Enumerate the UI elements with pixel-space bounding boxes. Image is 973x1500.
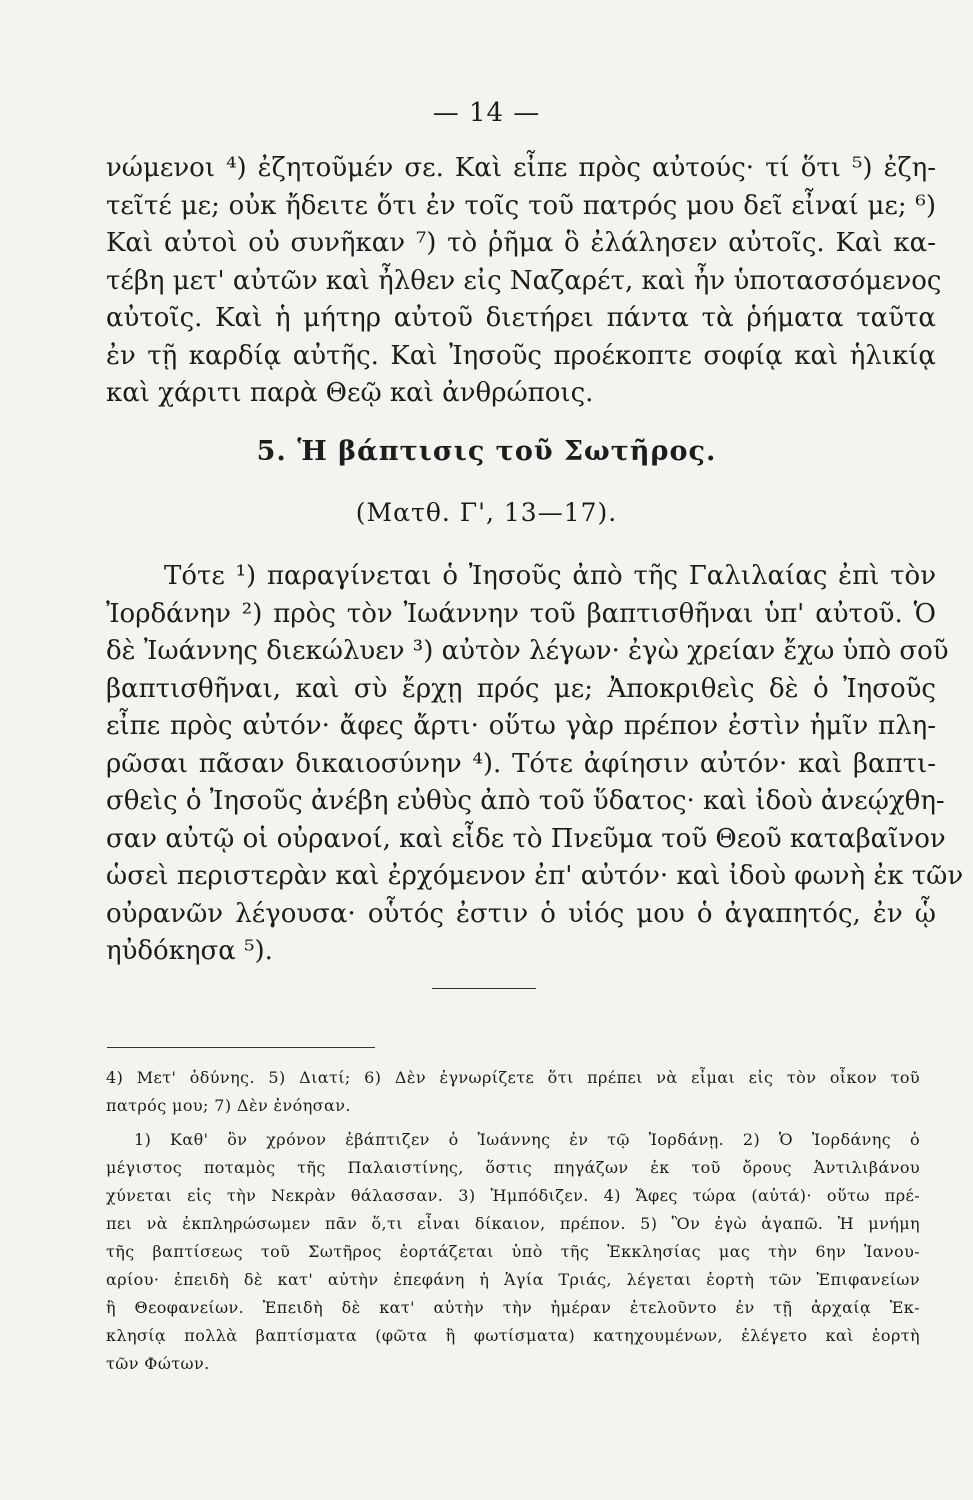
footnote-block-1	[106, 1064, 920, 1120]
footnote-line: 4) Μετ' ὀδύνης. 5) Διατί; 6) Δὲν ἐγνωρίζετε ὅτι πρέπει νὰ εἶμαι εἰς τὸν οἶκον τοῦ	[106, 1068, 920, 1087]
text-line: ὡσεὶ περιστερὰν καὶ ἐρχόμενον ἐπ' αὐτόν· καὶ ἰδοὺ φωνὴ ἐκ τῶν	[106, 861, 964, 891]
text-line: Ἰορδάνην ²) πρὸς τὸν Ἰωάννην τοῦ βαπτισθῆναι ὑπ' αὐτοῦ. Ὁ	[106, 598, 936, 629]
text-line: βαπτισθῆναι, καὶ σὺ ἔρχῃ πρός με; Ἀποκριθεὶς δὲ ὁ Ἰησοῦς	[106, 673, 936, 704]
text-line: σθεὶς ὁ Ἰησοῦς ἀνέβη εὐθὺς ἀπὸ τοῦ ὕδατος· καὶ ἰδοὺ ἀνεῴχθη-	[106, 786, 945, 816]
footnote-line: τῶν Φώτων.	[106, 1354, 210, 1373]
footnote-line: πατρός μου; 7) Δὲν ἐνόησαν.	[106, 1096, 351, 1115]
footnote-line: 1) Καθ' ὃν χρόνον ἐβάπτιζεν ὁ Ἰωάννης ἐν τῷ Ἰορδάνῃ. 2) Ὁ Ἰορδάνης ὁ	[134, 1130, 920, 1149]
section-divider	[432, 988, 536, 989]
footnote-line: αρίου· ἐπειδὴ δὲ κατ' αὐτὴν ἐπεφάνη ἡ Ἁγία Τριάς, λέγεται ἑορτὴ τῶν Ἐπιφανείων	[106, 1270, 920, 1289]
text-line: καὶ χάριτι παρὰ Θεῷ καὶ ἀνθρώποις.	[106, 378, 594, 408]
text-line: ρῶσαι πᾶσαν δικαιοσύνην ⁴). Τότε ἀφίησιν αὐτόν· καὶ βαπτι-	[106, 748, 936, 779]
text-line: τέβη μετ' αὐτῶν καὶ ἦλθεν εἰς Ναζαρέτ, καὶ ἦν ὑποτασσόμενος	[106, 265, 942, 296]
text-line: Καὶ αὐτοὶ οὐ συνῆκαν ⁷) τὸ ῥῆμα ὃ ἐλάλησεν αὐτοῖς. Καὶ κα-	[106, 228, 936, 258]
text-line: νώμενοι ⁴) ἐζητοῦμέν σε. Καὶ εἶπε πρὸς αὐτούς· τί ὅτι ⁵) ἐζη-	[106, 153, 936, 183]
paragraph-luke-continuation	[106, 150, 942, 413]
text-line: Τότε ¹) παραγίνεται ὁ Ἰησοῦς ἀπὸ τῆς Γαλιλαίας ἐπὶ τὸν	[164, 561, 936, 591]
text-line: ἐν τῇ καρδίᾳ αὐτῆς. Καὶ Ἰησοῦς προέκοπτε σοφίᾳ καὶ ἡλικίᾳ	[106, 340, 936, 371]
text-line: εἶπε πρὸς αὐτόν· ἄφες ἄρτι· οὕτω γὰρ πρέπον ἐστὶν ἡμῖν πλη-	[106, 711, 936, 741]
footnote-line: ἢ Θεοφανείων. Ἐπειδὴ δὲ κατ' αὐτὴν τὴν ἡμέραν ἐτελοῦντο ἐν τῇ ἀρχαίᾳ Ἐκ-	[106, 1298, 920, 1317]
footnote-block-2	[106, 1126, 920, 1378]
footnotes	[106, 1064, 920, 1378]
scripture-citation: (Ματθ. Γ', 13—17).	[355, 498, 618, 527]
footnote-line: πει νὰ ἐκπληρώσωμεν πᾶν ὅ,τι εἶναι δίκαιον, πρέπον. 5) Ὃν ἐγὼ ἀγαπῶ. Ἡ μνήμη	[106, 1214, 920, 1233]
paragraph-baptism	[106, 558, 964, 971]
footnote-line: τῆς βαπτίσεως τοῦ Σωτῆρος ἑορτάζεται ὑπὸ τῆς Ἐκκλησίας μας τὴν 6ην Ἰανου-	[106, 1242, 920, 1261]
text-line: τεῖτέ με; οὐκ ἤδειτε ὅτι ἐν τοῖς τοῦ πατρός μου δεῖ εἶναί με; ⁶)	[106, 190, 936, 221]
footnote-divider	[107, 1047, 375, 1048]
text-line: ηὐδόκησα ⁵).	[106, 936, 273, 966]
page-number: — 14 —	[432, 98, 541, 128]
text-line: δὲ Ἰωάννης διεκώλυεν ³) αὐτὸν λέγων· ἐγὼ χρείαν ἔχω ὑπὸ σοῦ	[106, 636, 949, 666]
footnote-line: χύνεται εἰς τὴν Νεκρὰν θάλασσαν. 3) Ἠμπόδιζεν. 4) Ἄφες τώρα (αὐτά)· οὕτω πρέ-	[106, 1186, 920, 1205]
text-line: σαν αὐτῷ οἱ οὐρανοί, καὶ εἶδε τὸ Πνεῦμα τοῦ Θεοῦ καταβαῖνον	[106, 823, 946, 854]
section-heading: 5. Ἡ βάπτισις τοῦ Σωτῆρος.	[256, 436, 717, 467]
footnote-line: κλησίᾳ πολλὰ βαπτίσματα (φῶτα ἢ φωτίσματα) κατηχουμένων, ἐλέγετο καὶ ἑορτὴ	[106, 1326, 920, 1345]
footnote-line: μέγιστος ποταμὸς τῆς Παλαιστίνης, ὅστις πηγάζων ἐκ τοῦ ὄρους Ἀντιλιβάνου	[106, 1158, 920, 1177]
text-line: αὐτοῖς. Καὶ ἡ μήτηρ αὐτοῦ διετήρει πάντα τὰ ῥήματα ταῦτα	[106, 303, 936, 333]
text-line: οὐρανῶν λέγουσα· οὗτός ἐστιν ὁ υἱός μου ὁ ἀγαπητός, ἐν ᾧ	[106, 898, 936, 929]
